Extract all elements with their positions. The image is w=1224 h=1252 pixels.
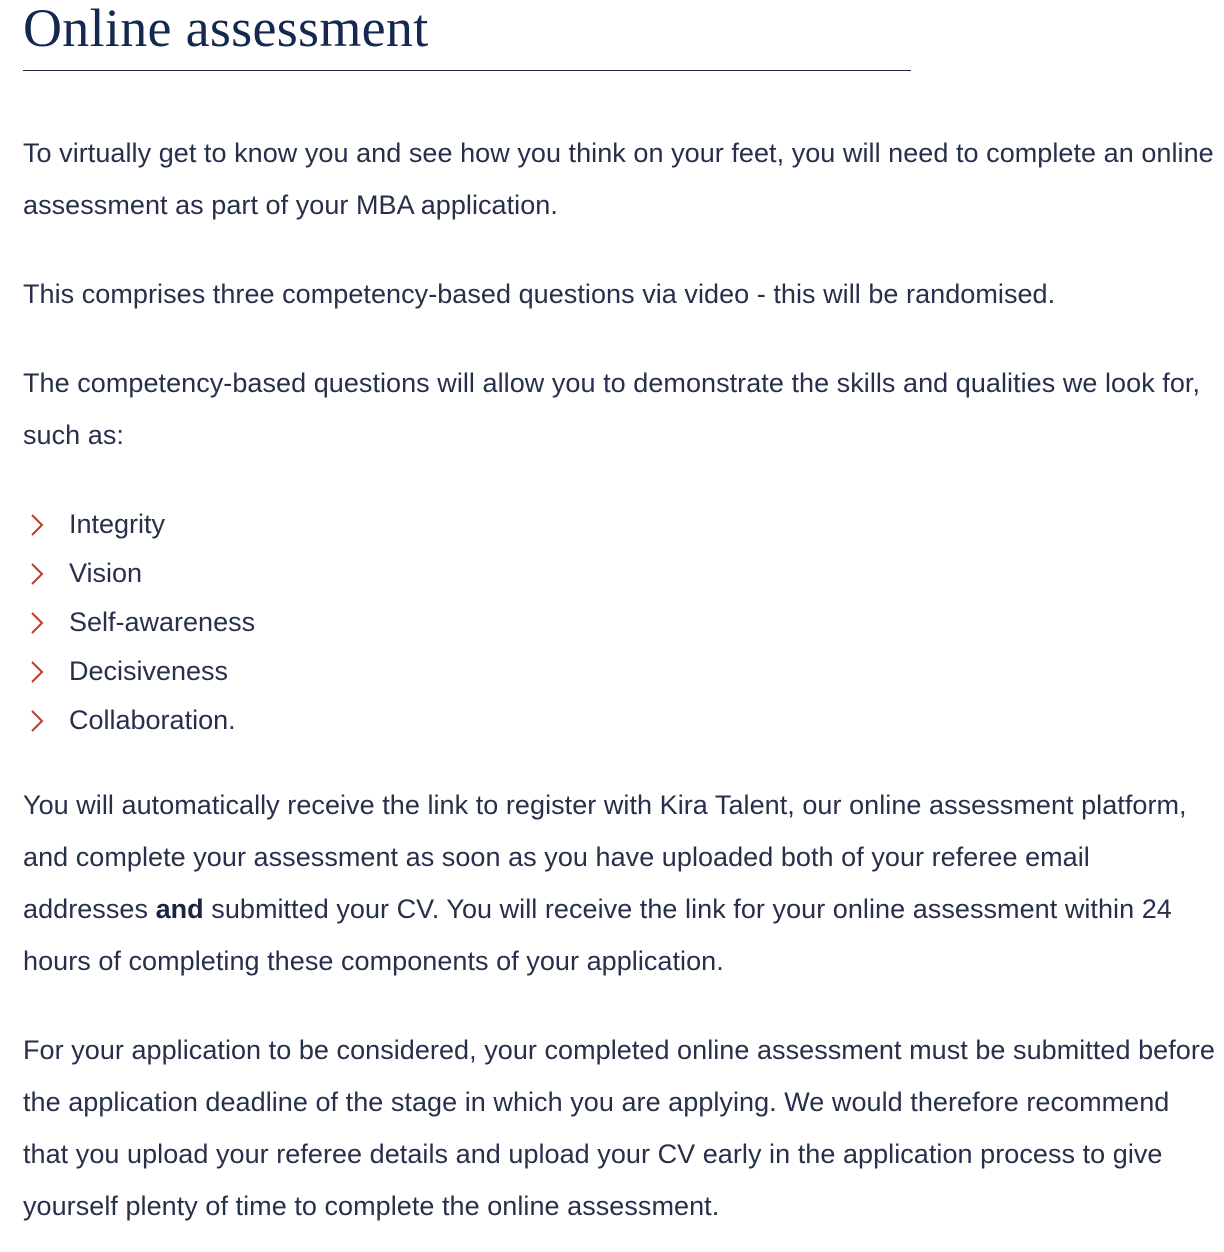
list-item	[23, 696, 1218, 745]
registration-text-part2: submitted your CV. You will receive the link for your online assessment within 24 hours of completing these components of your application.	[23, 894, 1172, 976]
title-divider	[23, 70, 911, 71]
list-item	[23, 647, 1218, 696]
registration-paragraph	[23, 779, 1218, 987]
list-item	[23, 500, 1218, 549]
list-item-label: Decisiveness	[69, 656, 229, 686]
chevron-right-icon	[25, 561, 47, 587]
list-item-label: Vision	[69, 558, 143, 588]
list-item	[23, 549, 1218, 598]
chevron-right-icon	[25, 659, 47, 685]
page-title: Online assessment	[23, 0, 429, 58]
list-item-label: Collaboration.	[69, 705, 236, 735]
intro-paragraph: To virtually get to know you and see how you think on your feet, you will need to complete an online assessment as part of your MBA application.	[23, 138, 1214, 220]
format-paragraph: This comprises three competency-based questions via video - this will be randomised.	[23, 279, 1056, 309]
registration-text-part1: You will automatically receive the link to register with Kira Talent, our online assessment platform, and complete your assessment as soon as you have uploaded both of your referee email addresses	[23, 790, 1187, 924]
chevron-right-icon	[25, 512, 47, 538]
deadline-paragraph: For your application to be considered, your completed online assessment must be submitted before the application deadline of the stage in which you are applying. We would therefore recommend that you upload your referee details and upload your CV early in the application process to give yourself plenty of time to complete the online assessment.	[23, 1035, 1215, 1221]
list-item-label: Self-awareness	[69, 607, 256, 637]
list-item-label: Integrity	[69, 509, 166, 539]
article-content	[23, 0, 1218, 1232]
chevron-right-icon	[25, 610, 47, 636]
chevron-right-icon	[25, 708, 47, 734]
list-item	[23, 598, 1218, 647]
skills-intro-paragraph: The competency-based questions will allow you to demonstrate the skills and qualities we look for, such as:	[23, 368, 1201, 450]
emphasis-and: and	[155, 894, 204, 924]
qualities-list	[23, 500, 1218, 745]
